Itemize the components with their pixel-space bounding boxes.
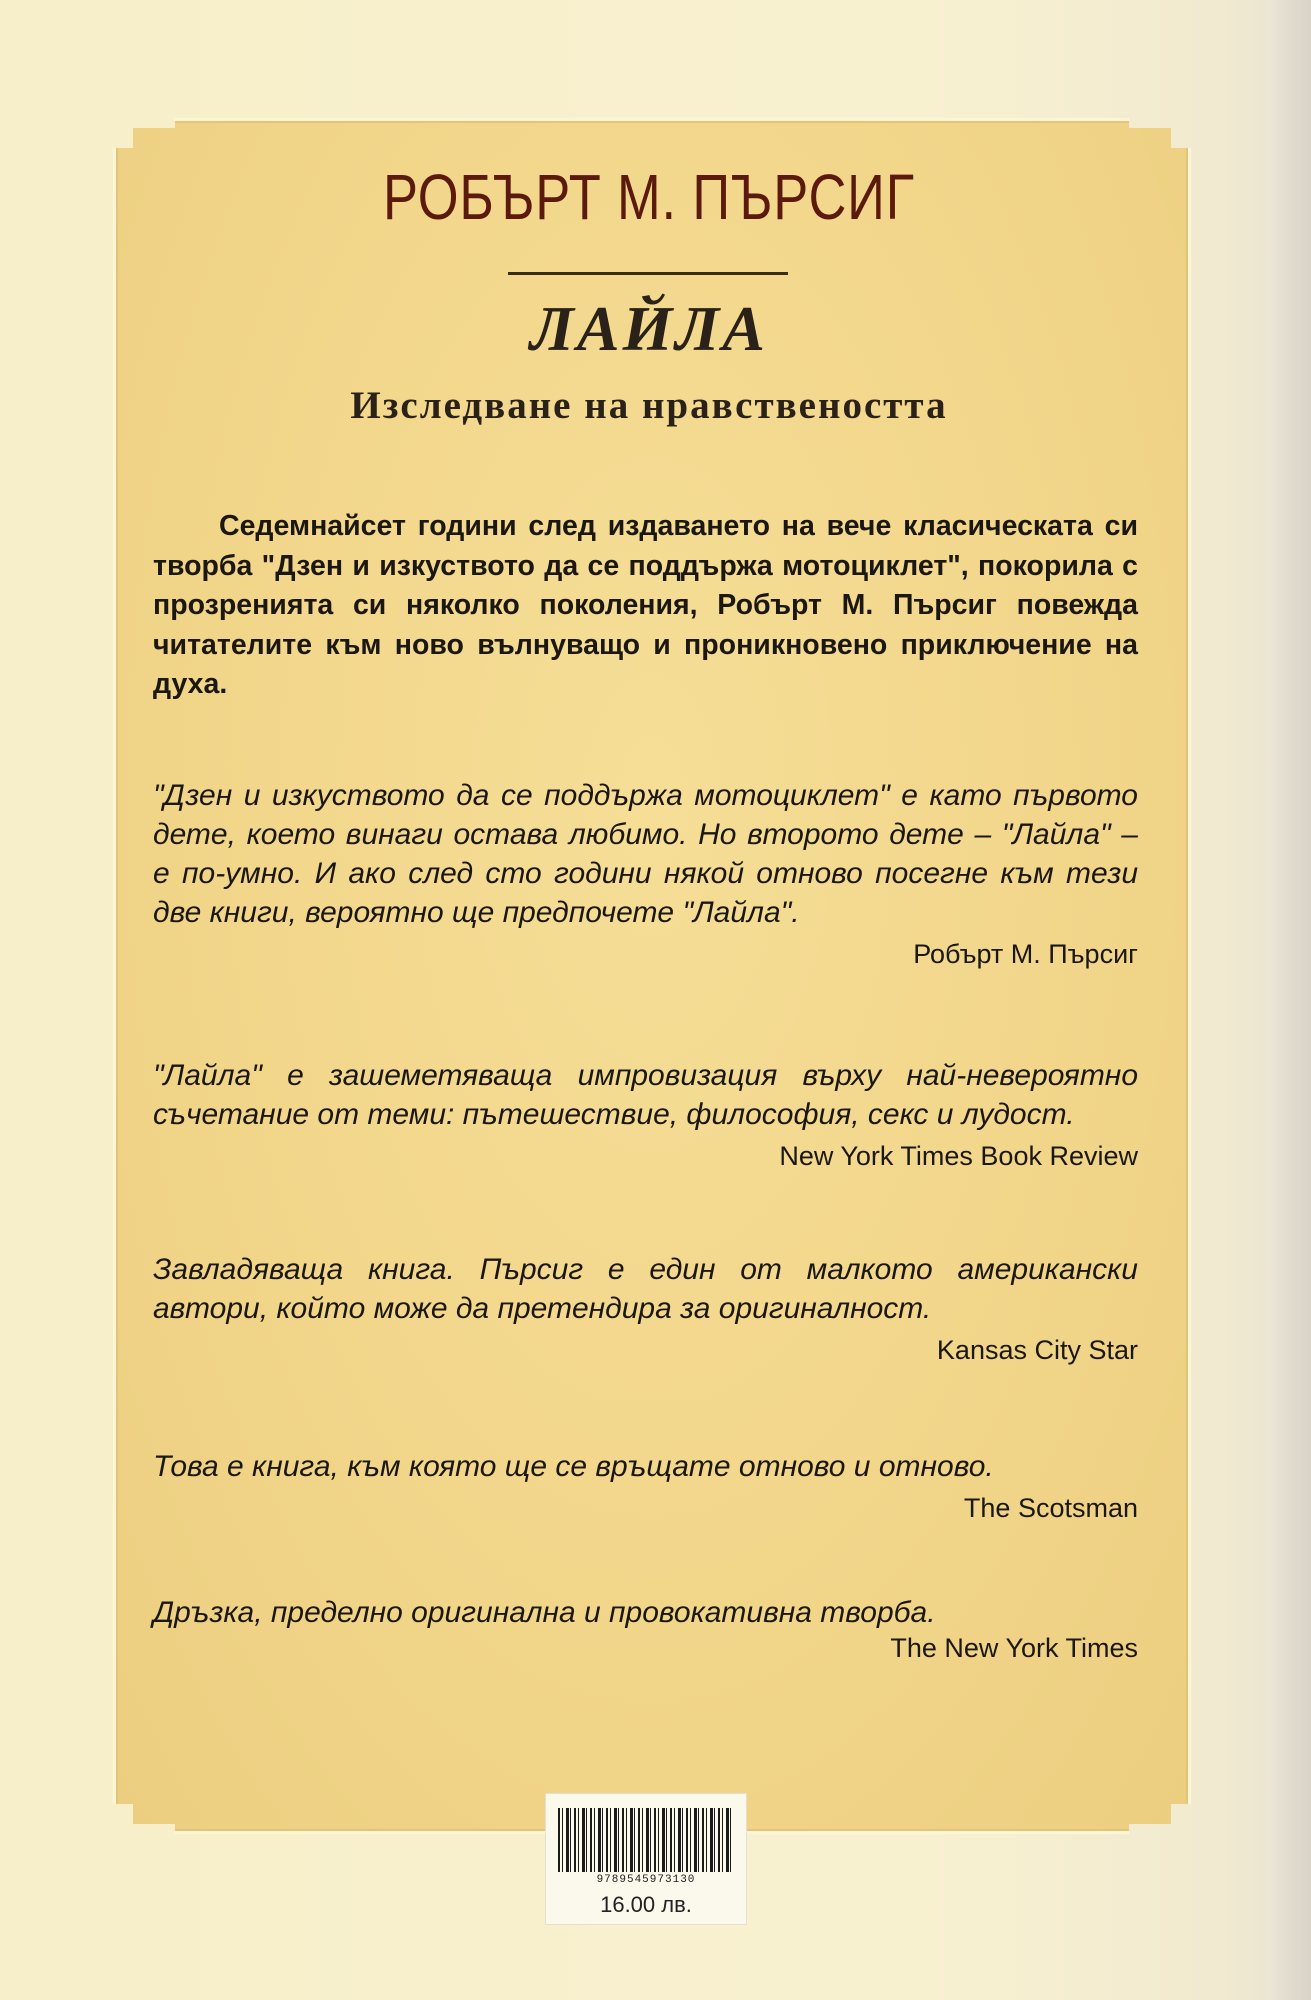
review-source: Kansas City Star [936,1335,1138,1365]
book-subtitle: Изследване на нравствеността [350,384,948,427]
review-quote: Завладяваща книга. Пърсиг е един от малкото американски автори, който може да претендира за оригиналност. [153,1253,1138,1325]
book-title: ЛАЙЛА [530,293,768,364]
review-2 [153,1056,1138,1174]
review-quote: "Лайла" е зашеметяваща импровизация върху най-невероятно съчетание от теми: пътешествие, философия, секс и лудост. [153,1059,1138,1131]
price-label: 16.00 лв. [600,1892,692,1917]
review-5 [153,1593,1138,1666]
blurb-paragraph: Седемнайсет години след издаването на вече класическата си творба "Дзен и изкуството да се поддържа мотоциклет", покорила с прозренията си няколко поколения, Робърт М. Пърсиг повежда читателите към ново вълнуващо и проникновено приключение на духа. [153,510,1138,700]
review-3 [153,1250,1138,1368]
review-quote: "Дзен и изкуството да се поддържа мотоциклет" е като първото дете, което винаги остава любимо. Но второто дете – "Лайла" – е по-умно. И ако след сто години някой отново посегне към тези две книги, вероятно ще предпочете "Лайла". [153,779,1138,929]
review-source: Робърт М. Пърсиг [913,939,1138,969]
text-panel [113,118,1191,1834]
review-quote: Това е книга, към която ще се връщате отново и отново. [153,1450,994,1483]
title-divider [508,272,788,275]
review-source: The Scotsman [963,1493,1138,1523]
review-source: New York Times Book Review [779,1141,1138,1171]
author-name: РОБЪРТ М. ПЪРСИГ [383,161,915,233]
barcode-sticker [545,1793,747,1925]
review-source: The New York Times [890,1633,1138,1663]
review-1 [153,776,1138,972]
cover-edge [1267,0,1311,2000]
barcode-icon [558,1808,734,1872]
barcode-number: 9789545973130 [596,1874,696,1886]
review-4 [153,1447,1138,1526]
review-quote: Дръзка, пределно оригинална и провокативна творба. [153,1596,936,1629]
